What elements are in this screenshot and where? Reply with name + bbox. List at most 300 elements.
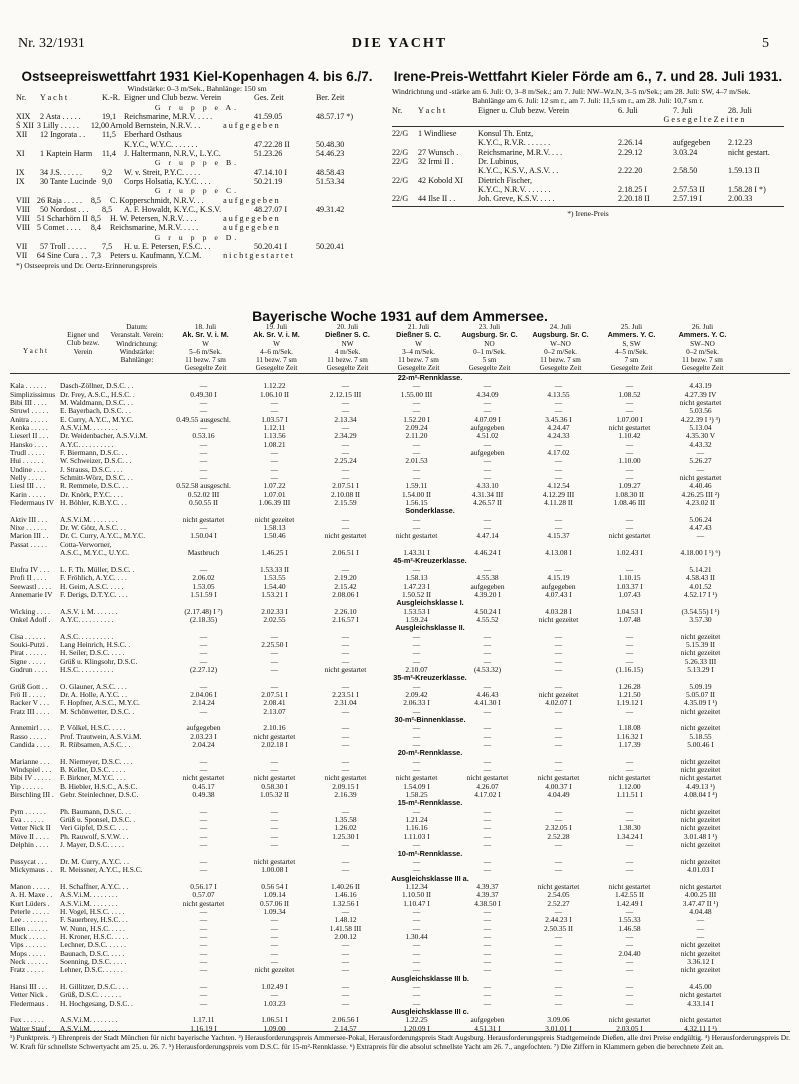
day-d: 25. Juli — [620, 323, 643, 332]
race-time: 2.09.15 I — [332, 782, 359, 791]
race-time: 4.03.28 I — [545, 607, 572, 616]
race-time: 2.04.06 I — [190, 690, 217, 699]
race-time: — — [341, 966, 350, 975]
col-header: Eigner u. Club bezw. Verein — [478, 105, 570, 115]
race-time: — — [483, 966, 492, 975]
race-time: nicht gestartet — [537, 882, 580, 891]
cell: 1.59.13 II — [728, 166, 760, 176]
race-time — [452, 541, 523, 549]
race-time: — — [341, 407, 350, 416]
yacht-name: Fledermaus IV — [10, 499, 55, 508]
race-time: 4.02.07 I — [545, 699, 572, 708]
race-time: — — [341, 907, 350, 916]
cell: 2.26.14 — [618, 138, 643, 148]
cell — [728, 176, 784, 185]
race-time: 0.57.07 — [192, 891, 215, 900]
race-time: 1.21.50 — [618, 690, 641, 699]
race-time: — — [554, 632, 563, 641]
race-time: — — [199, 866, 208, 875]
race-time: 4.58.43 II — [686, 574, 715, 583]
result-row — [10, 449, 790, 457]
owner: J. Mayer, D.S.C. . . . . — [60, 841, 124, 850]
race-time: — — [625, 907, 634, 916]
race-time: — — [625, 841, 634, 850]
cell: Reichsmarine, M.R.V. . . . — [478, 147, 563, 157]
race-time: — — [625, 999, 634, 1008]
race-time: — — [625, 465, 634, 474]
race-time: nicht gezeitet — [680, 649, 721, 658]
day-z: Gesegelte Zeit — [184, 363, 227, 372]
day-w: W — [415, 339, 422, 348]
race-time: — — [270, 991, 279, 1000]
cell: Dr. Lubinus, — [478, 157, 519, 167]
result-row — [10, 941, 790, 949]
race-time: 1.08.46 III — [613, 499, 646, 508]
race-time: — — [554, 957, 563, 966]
race-time: — — [199, 957, 208, 966]
race-time: — — [554, 866, 563, 875]
irene-colsub-text: G e s e g e l t e Z e i t e n — [663, 114, 745, 124]
race-time: 2.15.42 — [334, 582, 357, 591]
cell: Eberhard Osthaus — [124, 130, 182, 140]
race-time: 1.53.21 I — [261, 590, 288, 599]
race-time: — — [199, 640, 208, 649]
race-time: 1.35.58 — [334, 816, 357, 825]
race-time: — — [696, 916, 705, 925]
race-time: — — [270, 832, 279, 841]
race-time: — — [341, 398, 350, 407]
race-time: 2.09.24 — [405, 423, 428, 432]
race-time: aufgegeben — [470, 423, 505, 432]
race-time: — — [483, 932, 492, 941]
race-time: 1.18.08 — [618, 724, 641, 733]
race-time: — — [199, 941, 208, 950]
yacht-name: Pirat . . . . . . — [10, 649, 47, 658]
cell — [673, 157, 728, 166]
race-time: 4.01.52 — [689, 582, 712, 591]
race-time: — — [199, 465, 208, 474]
race-time: — — [483, 524, 492, 533]
cell: J. Haltermann, N.R.V., L.Y.C. — [124, 149, 221, 159]
race-time: 4.55.38 — [476, 574, 499, 583]
yacht-name: Mickymaus . . — [10, 866, 53, 875]
race-time — [310, 541, 381, 549]
race-time: — — [199, 565, 208, 574]
race-time: 4.35.30 V — [685, 432, 716, 441]
cell: 9,0 — [102, 176, 113, 186]
owner: A.S.V.i.M. . . . . . . . — [60, 515, 118, 524]
cell: 27 Wunsch . — [418, 147, 459, 157]
race-time: — — [696, 532, 705, 541]
race-time: — — [270, 807, 279, 816]
cell — [328, 121, 378, 130]
day-v: Dießner S. C. — [325, 330, 370, 340]
race-time: — — [341, 999, 350, 1008]
row-label: Bahnlänge: — [120, 355, 154, 364]
result-row — [10, 399, 790, 407]
race-time: — — [412, 757, 421, 766]
race-time: 2.16.39 — [334, 791, 357, 800]
race-time: 1.17.11 — [192, 1016, 215, 1025]
irene-title: Irene-Preis-Wettfahrt Kieler Förde am 6., 7. und 28. Juli 1931. — [393, 69, 783, 84]
race-time: 4.31.34 III — [471, 490, 504, 499]
race-time: — — [554, 407, 563, 416]
race-time: — — [554, 465, 563, 474]
race-time: — — [199, 924, 208, 933]
race-time: 2.07.51 I — [261, 690, 288, 699]
race-time: 4.17.02 I — [474, 791, 501, 800]
result-row — [10, 991, 790, 999]
race-time: 1.06.51 I — [261, 1016, 288, 1025]
race-time: 1.55.33 — [618, 916, 641, 925]
owner: W. Nunn, H.S.C. . . . . — [60, 924, 125, 933]
race-time: — — [341, 423, 350, 432]
cell: a u f g e g e b e n — [223, 214, 279, 224]
race-time: nicht gezeitet — [538, 690, 579, 699]
race-time: 4.13.55 — [547, 390, 570, 399]
race-time: — — [341, 757, 350, 766]
day-w: W — [273, 339, 280, 348]
result-row — [10, 382, 790, 390]
yacht-name: Möve II . . . . — [10, 832, 49, 841]
cell: 34 J.S. . . . . . — [40, 167, 83, 177]
race-time: 1.05.32 II — [260, 791, 289, 800]
race-time: 1.26.02 — [334, 824, 357, 833]
race-time: 4.26.07 — [476, 782, 499, 791]
ostseepreis-note: *) Ostseepreis und Dr. Oertz-Erinnerungspreis — [16, 260, 158, 270]
race-time: 1.12.22 — [263, 382, 286, 391]
race-time: 2.09.42 — [405, 690, 428, 699]
table-row — [16, 251, 378, 260]
race-time: — — [199, 398, 208, 407]
race-time: 4.15.19 — [547, 574, 570, 583]
yacht-name: Karin . . . . . — [10, 490, 46, 499]
cell: 48.27.07 I — [254, 204, 288, 214]
owner: F. Biermann, D.S.C. . . — [60, 449, 128, 457]
race-time: — — [483, 832, 492, 841]
race-time: — — [199, 999, 208, 1008]
race-time: nicht gestartet — [324, 532, 367, 541]
owner: H. Vogel, H.S.C. . . . . — [60, 907, 125, 916]
race-time: — — [412, 524, 421, 533]
race-time: — — [199, 457, 208, 466]
race-time — [168, 541, 239, 549]
race-time: 1.10.15 — [618, 574, 641, 583]
cell: VIII — [16, 223, 30, 233]
race-time: — — [483, 866, 492, 875]
day-w: S, SW — [622, 339, 641, 348]
race-time: 2.14.24 — [192, 699, 215, 708]
result-row — [10, 766, 790, 774]
race-time: — — [554, 440, 563, 449]
class-heading: 30-m²-Binnenklasse. — [394, 715, 466, 724]
cell: 48.58.43 — [316, 167, 345, 177]
cell: 8,5 — [90, 214, 101, 224]
race-time: 2.32.05 I — [545, 824, 572, 833]
race-time: 4.51.31 I — [474, 1024, 501, 1033]
race-time: — — [199, 423, 208, 432]
cell: 2.12.23 — [728, 138, 753, 148]
race-time: 1.53.53 I — [403, 607, 430, 616]
race-time: (2.18.35) — [189, 615, 218, 624]
yacht-name: Birschling III . — [10, 791, 54, 800]
race-time: nicht gestartet — [253, 857, 296, 866]
race-time: 5.03.56 — [689, 407, 712, 416]
yacht-name: Aktiv III . . . — [10, 515, 48, 524]
cell: a u f g e g e b e n — [223, 121, 279, 131]
race-time: — — [199, 991, 208, 1000]
race-time: — — [554, 524, 563, 533]
day-d: 26. Juli — [691, 323, 714, 332]
race-time: 1.54.09 I — [403, 782, 430, 791]
race-time: 5.09.19 — [689, 682, 712, 691]
page-header — [0, 36, 799, 56]
yacht-name: Onkel Adolf . — [10, 615, 51, 624]
cell: 2.57.53 II — [673, 184, 705, 194]
race-time: — — [199, 449, 208, 457]
race-time: — — [412, 649, 421, 658]
yacht-name: Vetter Nick II — [10, 824, 51, 833]
race-time: 2.52.28 — [547, 832, 570, 841]
race-time: 1.59.24 — [405, 615, 428, 624]
race-time: 1.16.16 — [405, 824, 428, 833]
day-column — [525, 323, 596, 372]
race-time: 1.56.15 — [405, 499, 428, 508]
table-row — [16, 177, 378, 186]
yacht-name: Elufra IV . . . — [10, 565, 50, 574]
race-time: — — [341, 724, 350, 733]
race-time: 4.26.25 III ²) — [681, 490, 720, 499]
race-time — [594, 541, 665, 549]
race-time: nicht gezeitet — [254, 515, 295, 524]
result-row — [10, 900, 790, 908]
race-time: — — [625, 932, 634, 941]
row-label: Windrichtung: — [116, 339, 158, 348]
yacht-name: Trudl . . . . . — [10, 449, 45, 457]
cell: 50.20.41 I — [254, 242, 288, 252]
race-time: — — [625, 449, 634, 457]
result-row — [10, 474, 790, 482]
race-time: — — [199, 407, 208, 416]
race-time: — — [341, 565, 350, 574]
day-z: Gesegelte Zeit — [610, 363, 653, 372]
race-time: — — [554, 991, 563, 1000]
bayerische-woche-header — [10, 323, 790, 374]
race-time: 1.58.25 — [405, 791, 428, 800]
race-time: 1.34.24 I — [616, 832, 643, 841]
class-heading: 20-m²-Rennklasse. — [397, 748, 463, 758]
cell: 41.59.05 — [254, 111, 283, 121]
race-time: — — [270, 757, 279, 766]
race-time: — — [554, 398, 563, 407]
col-header: Nr. — [392, 105, 403, 115]
yacht-name: Vetter Nick . — [10, 991, 48, 1000]
race-time: — — [341, 807, 350, 816]
yacht-name: Muck . . . . . — [10, 932, 46, 941]
race-time: nicht gestartet — [679, 882, 722, 891]
result-row — [10, 491, 790, 499]
race-time: — — [412, 724, 421, 733]
result-row — [10, 424, 790, 432]
race-time: — — [554, 724, 563, 733]
race-time: 4.39.37 — [476, 891, 499, 900]
race-time: 1.50.52 II — [402, 590, 431, 599]
class-heading: Ausgleichsklasse II. — [395, 623, 465, 633]
race-time: — — [625, 966, 634, 975]
race-time: nicht gestartet — [608, 882, 651, 891]
owner: W. Schweizer, D.S.C. . . — [60, 457, 132, 466]
yacht-name: Anitra . . . . . — [10, 415, 48, 424]
race-time: 1.09.34 — [263, 907, 286, 916]
race-time: — — [554, 949, 563, 958]
ostseepreis-title: Ostseepreiswettfahrt 1931 Kiel-Kopenhagen 4. bis 6./7. — [21, 69, 373, 84]
cell — [328, 223, 378, 232]
cell: K.Y.C., K.S.V., A.S.V. . . — [478, 166, 559, 176]
day-s: 0–1 m/Sek. — [473, 347, 506, 356]
owner: O. Glauner, A.S.C. . . . — [60, 682, 127, 691]
race-time: — — [270, 916, 279, 925]
race-time: — — [483, 407, 492, 416]
result-row — [10, 724, 790, 732]
owner: Dr. Frey, A.S.C., H.S.C. . — [60, 390, 135, 399]
yacht-name: A. H. Maxe . . — [10, 891, 53, 900]
day-column — [170, 323, 241, 372]
owner: E. Curry, A.Y.C., M.Y.C. — [60, 415, 134, 424]
race-time: 5.13.04 — [689, 423, 712, 432]
cell: a u f g e g e b e n — [223, 223, 279, 233]
yacht-name: Lieserl II . . . — [10, 432, 49, 441]
race-time: (3.54.55) I ¹) — [681, 607, 720, 616]
cell: VIII — [16, 214, 30, 224]
irene-colsub — [392, 115, 784, 124]
race-time: — — [199, 857, 208, 866]
cell: 26 Raja . . . . . — [36, 195, 83, 205]
race-time: — — [412, 407, 421, 416]
race-time: — — [625, 474, 634, 483]
day-w: NO — [484, 339, 495, 348]
day-column — [596, 323, 667, 372]
owner: Dr. M. Curry, A.Y.C. . . — [60, 857, 129, 866]
owner: M. Schönwetter, D.S.C. . — [60, 707, 135, 716]
race-time: 2.02.18 I — [261, 741, 288, 750]
race-time: — — [483, 398, 492, 407]
race-time: 1.08.52 — [618, 390, 641, 399]
cell: 12,00 — [90, 121, 110, 131]
yacht-name: Nelly . . . . . — [10, 474, 45, 483]
yacht-name: Fratz III . . . . — [10, 707, 50, 716]
race-time: 3.36.12 I — [687, 957, 714, 966]
yacht-name: Neck . . . . . . — [10, 957, 48, 966]
race-time: 1.25.30 I — [332, 832, 359, 841]
race-time: — — [341, 382, 350, 391]
yacht-name: Kala . . . . . . — [10, 382, 47, 391]
day-w: SW–NO — [690, 339, 715, 348]
yacht-name: Simplizissimus — [10, 390, 56, 399]
owner: Grüß, D.S.C. . . . . . . — [60, 991, 121, 1000]
race-time: — — [625, 957, 634, 966]
owner: F. Derigs, D.T.Y.C. . . . — [60, 590, 128, 599]
cell: 2.20.18 II — [618, 194, 650, 204]
race-time: — — [483, 941, 492, 950]
cell: nicht gestart. — [728, 147, 770, 157]
owner: Veri Gipfel, D.S.C. . . . — [60, 824, 128, 833]
cell: 22/G — [392, 147, 409, 157]
race-time: 4.04.48 — [689, 907, 712, 916]
race-time: 2.02.33 I — [261, 607, 288, 616]
result-row — [10, 499, 790, 507]
cell: 7,3 — [90, 251, 101, 261]
row-label: Veranstalt. Verein: — [110, 331, 164, 340]
race-time: 2.02.55 — [263, 615, 286, 624]
owner: B. Keller, D.S.C. . . . . — [60, 766, 126, 775]
yacht-name: Pym . . . . . . — [10, 807, 46, 816]
owner: H. Böhler, K.B.Y.C. . . — [60, 499, 127, 508]
day-v: Augsburg. Sr. C. — [532, 330, 589, 340]
race-time: nicht gestartet — [466, 774, 509, 783]
race-time: nicht gestartet — [537, 774, 580, 783]
race-time: — — [554, 941, 563, 950]
race-time: 4.01.03 I — [687, 866, 714, 875]
race-time — [239, 541, 310, 549]
race-time: — — [483, 757, 492, 766]
owner: Cotta-Verworner, — [60, 540, 112, 549]
irene-section — [392, 70, 784, 218]
race-time: 2.06.51 I — [332, 549, 359, 558]
yacht-name: Grüß Gott . . — [10, 682, 48, 691]
race-time: 4.45.00 — [689, 983, 712, 991]
race-time: 2.06.33 I — [403, 699, 430, 708]
cell: VII — [16, 242, 28, 252]
col-header: Ber. Zeit — [316, 93, 345, 103]
race-time: — — [554, 565, 563, 574]
col-header: Nr. — [16, 93, 27, 103]
race-time: nicht gezeitet — [680, 841, 721, 850]
cell — [16, 140, 40, 149]
race-time — [523, 541, 594, 549]
result-row — [10, 883, 790, 891]
day-v: Augsburg. Sr. C. — [461, 330, 518, 340]
yacht-name: Eva . . . . . . — [10, 816, 44, 825]
owner: R. Remmele, D.S.C. . . — [60, 482, 128, 491]
race-time: 1.06.10 II — [260, 390, 289, 399]
race-time: — — [554, 657, 563, 666]
race-time: nicht gestartet — [608, 423, 651, 432]
race-time: 1.02.43 I — [616, 549, 643, 558]
row-label: Windstärke: — [119, 347, 155, 356]
race-time: — — [625, 657, 634, 666]
race-time: — — [412, 732, 421, 741]
result-row — [10, 891, 790, 899]
day-b: 11 bezw. 7 sm — [540, 355, 581, 364]
group-label: G r u p p e C. — [154, 186, 240, 196]
day-b: 11 bezw. 7 sm — [256, 355, 297, 364]
race-time: — — [412, 957, 421, 966]
race-time: 4.22.39 I ¹) ³) — [680, 415, 721, 424]
cell: Ś XII — [16, 121, 34, 131]
cell: 12 Ingorata . . — [40, 130, 86, 140]
owner: A.S.V.i.M. . . . . . . . — [60, 891, 118, 900]
race-time: nicht gestartet — [395, 774, 438, 783]
race-time: — — [554, 841, 563, 850]
race-time: nicht gestartet — [679, 474, 722, 483]
owner: F. Fröhlich, A.Y.C. . . . — [60, 574, 127, 583]
race-time: 5.14.21 — [689, 565, 712, 574]
race-time: nicht gezeitet — [680, 941, 721, 950]
race-time: — — [341, 983, 350, 991]
race-time: 2.11.20 — [405, 432, 428, 441]
race-time: nicht gestartet — [608, 774, 651, 783]
race-time: 5.00.46 I — [687, 741, 714, 750]
